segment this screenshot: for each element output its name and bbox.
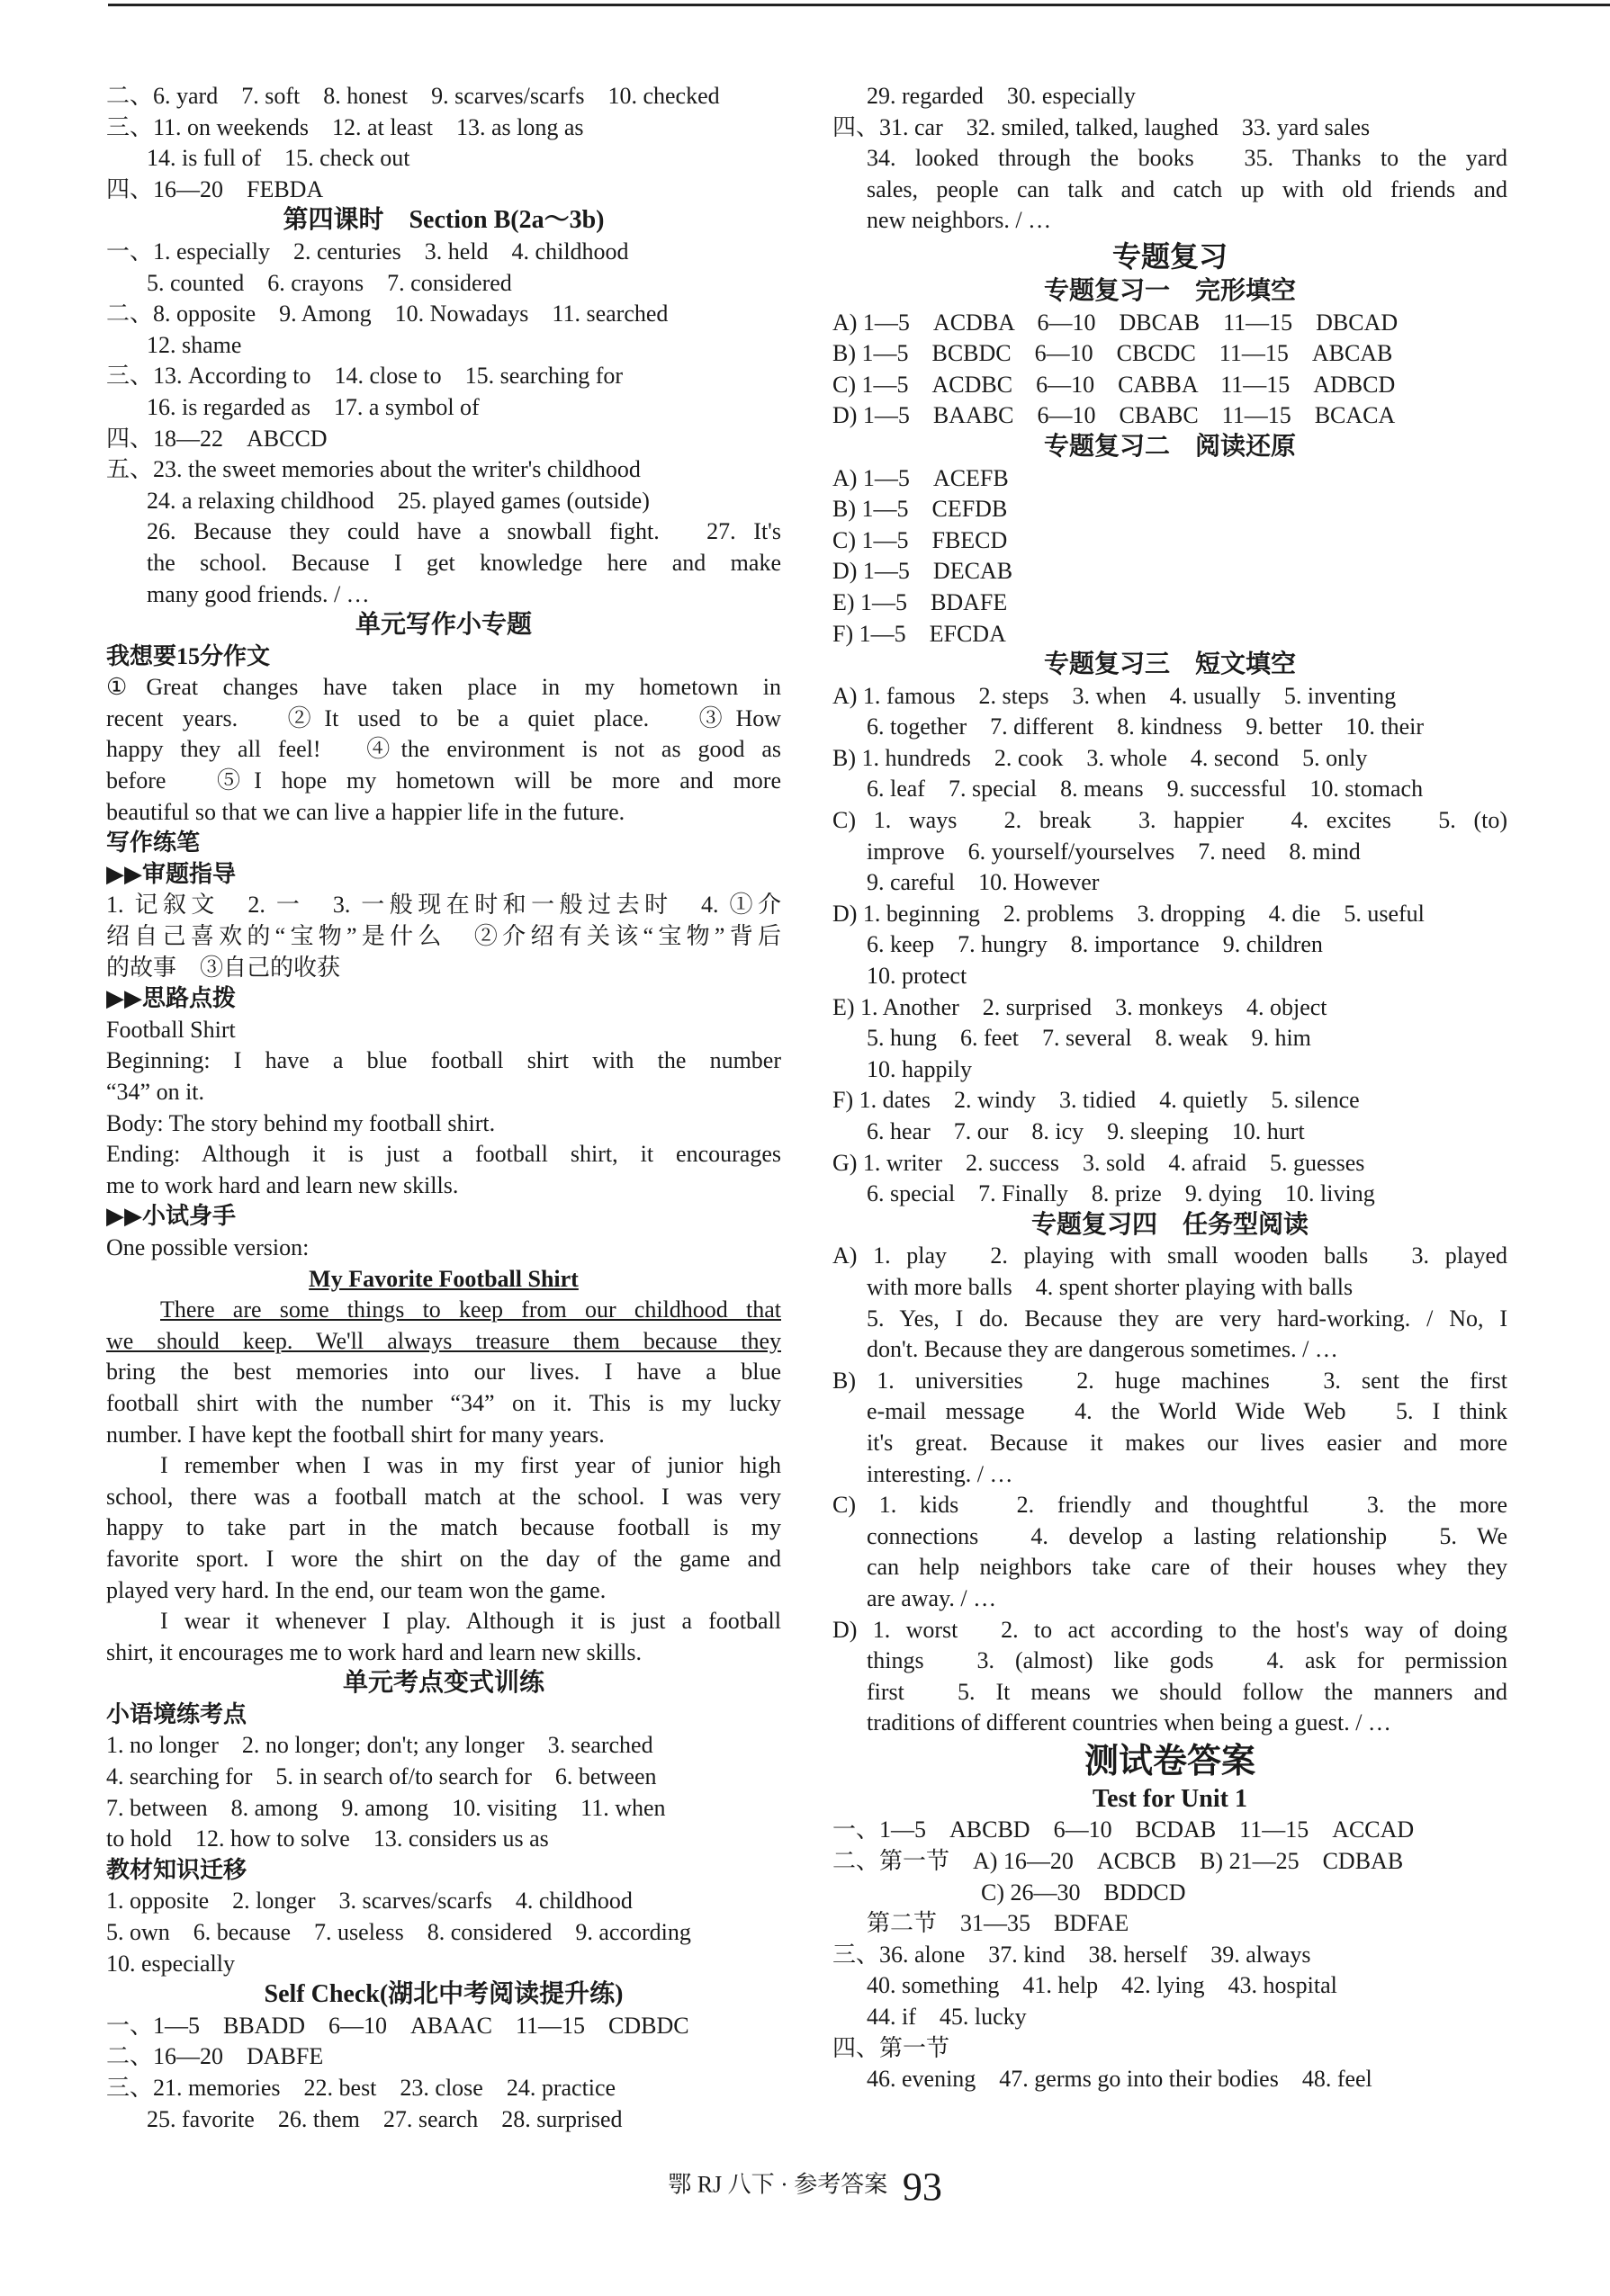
answer-line: 一、1. especially 2. centuries 3. held 4. childhood [106,238,629,265]
essay-line: shirt, it encourages me to work hard and learn new skills. [106,1638,642,1665]
answer-line: 1. 记叙文 2. 一 3. 一般现在时和一般过去时 4. ①介 [106,892,781,919]
answer-line: 四、第一节 [832,2034,950,2061]
essay-line: I wear it whenever I play. Although it is just a football [160,1608,781,1635]
answer-line: beautiful so that we can live a happier life in the future. [106,798,625,825]
answer-line: 二、6. yard 7. soft 8. honest 9. scarves/scarfs 10. checked [106,83,720,109]
answer-line: are away. / … [867,1584,997,1611]
essay-line: There are some things to keep from our childhood that [160,1296,781,1323]
section-heading: 测试卷答案 [1084,1742,1255,1780]
answer-line: 二、第一节 A) 16—20 ACBCB B) 21—25 CDBAB [832,1848,1404,1875]
answer-line: new neighbors. / … [867,207,1052,234]
answer-line: with more balls 4. spent shorter playing with balls [867,1273,1354,1300]
answer-line: Body: The story behind my football shirt. [106,1109,496,1136]
answer-line: One possible version: [106,1233,310,1260]
answer-line: 7. between 8. among 9. among 10. visiting 11. when [106,1794,666,1821]
answer-line: C) 1. kids 2. friendly and thoughtful 3. the more [832,1492,1507,1519]
section-heading: Test for Unit 1 [1093,1784,1247,1813]
top-rule [108,4,1610,6]
answer-line: 5. hung 6. feet 7. several 8. weak 9. him [867,1025,1311,1052]
answer-line: interesting. / … [867,1460,1013,1487]
answer-line: 29. regarded 30. especially [867,83,1136,109]
answer-line: happy they all feel! ④the environment is not as good as [106,736,781,763]
answer-line: 第二节 31—35 BDFAE [867,1910,1129,1937]
subsection-heading: 教材知识迁移 [106,1856,247,1883]
answer-line: 25. favorite 26. them 27. search 28. surprised [147,2105,623,2132]
answer-line: A) 1. famous 2. steps 3. when 4. usually 5. inventing [832,682,1397,709]
answer-line: Ending: Although it is just a football shirt, it encourages [106,1141,781,1168]
answer-line: “34” on it. [106,1079,205,1105]
answer-line: C) 1—5 ACDBC 6—10 CABBA 11—15 ADBCD [832,371,1396,398]
subsection-heading: 我想要15分作文 [106,642,271,669]
answer-line: 三、11. on weekends 12. at least 13. as long as [106,113,584,140]
answer-line: B) 1. universities 2. huge machines 3. sent the first [832,1367,1507,1394]
right-column [832,81,1507,2095]
answer-line: improve 6. yourself/yourselves 7. need 8. mind [867,838,1361,865]
answer-line: 6. leaf 7. special 8. means 9. successful 10. stomach [867,776,1424,803]
answer-line: 三、36. alone 37. kind 38. herself 39. always [832,1941,1311,1968]
answer-line: F) 1. dates 2. windy 3. tidied 4. quietly 5. silence [832,1087,1360,1114]
answer-line: B) 1—5 CEFDB [832,496,1008,523]
answer-line: 12. shame [147,331,242,358]
answer-line: don't. Because they are dangerous sometimes. / … [867,1336,1338,1363]
answer-line: A) 1—5 ACEFB [832,464,1009,491]
answer-line: 绍自己喜欢的“宝物”是什么 ②介绍有关该“宝物”背后 [106,923,781,950]
answer-line: D) 1. beginning 2. problems 3. dropping 4. die 5. useful [832,900,1425,927]
answer-line: first 5. It means we should follow the manners and [867,1678,1507,1705]
answer-line: 五、23. the sweet memories about the writer's childhood [106,456,641,483]
section-heading: 第四课时 Section B(2a～3b) [283,206,605,235]
section-heading: 专题复习二 阅读还原 [1043,432,1296,461]
essay-title [106,1264,781,1296]
answer-line: 24. a relaxing childhood 25. played games (outside) [147,487,650,514]
answer-line: 四、18—22 ABCCD [106,425,328,452]
answer-line: 6. keep 7. hungry 8. importance 9. children [867,931,1323,958]
answer-line: G) 1. writer 2. success 3. sold 4. afraid 5. guesses [832,1149,1365,1176]
section-heading: 单元考点变式训练 [342,1669,544,1698]
answer-line: 4. searching for 5. in search of/to search for 6. between [106,1763,657,1790]
answer-line: 34. looked through the books 35. Thanks to the yard [867,145,1507,172]
answer-line: 四、31. car 32. smiled, talked, laughed 33. yard sales [832,113,1371,140]
section-heading: 专题复习一 完形填空 [1043,276,1296,305]
answer-line: traditions of different countries when being a guest. / … [867,1709,1391,1736]
answer-line: 26. Because they could have a snowball fight. 27. It's [147,518,781,545]
answer-line: connections 4. develop a lasting relationship 5. We [867,1522,1507,1549]
essay-line: bring the best memories into our lives. I have a blue [106,1359,781,1386]
essay-title-text: My Favorite Football Shirt [309,1265,579,1292]
answer-line: 10. happily [867,1055,972,1082]
essay-line: I remember when I was in my first year of junior high [160,1452,781,1479]
answer-line: C) 1. ways 2. break 3. happier 4. excites 5. (to) [832,807,1507,834]
subsection-heading: ▶▶思路点拨 [106,985,236,1012]
answer-line: D) 1—5 BAABC 6—10 CBABC 11—15 BCACA [832,402,1396,429]
answer-line: B) 1. hundreds 2. cook 3. whole 4. second 5. only [832,744,1368,771]
essay-line: football shirt with the number “34” on it. This is my lucky [106,1389,781,1416]
answer-line: 6. special 7. Finally 8. prize 9. dying 10. living [867,1180,1375,1207]
answer-line: recent years. ②It used to be a quiet place. ③How [106,704,781,731]
answer-line: many good friends. / … [147,580,370,607]
left-column [106,81,781,2135]
answer-line: 二、16—20 DABFE [106,2043,324,2070]
subsection-heading: ▶▶小试身手 [106,1203,236,1230]
essay-line: school, there was a football match at the school. I was very [106,1483,781,1510]
answer-line: C) 1—5 FBECD [832,526,1008,553]
page-footer [0,2164,1610,2210]
section-heading: 专题复习四 任务型阅读 [1030,1210,1309,1239]
answer-line: things 3. (almost) like gods 4. ask for permission [867,1647,1507,1674]
answer-line: 46. evening 47. germs go into their bodies 48. feel [867,2066,1372,2093]
section-heading: 专题复习 [1111,239,1228,273]
answer-line: 9. careful 10. However [867,869,1100,896]
answer-line: E) 1—5 BDAFE [832,588,1008,615]
section-heading: Self Check(湖北中考阅读提升练) [264,1980,624,2009]
answer-line: 16. is regarded as 17. a symbol of [147,393,480,420]
answer-line: A) 1—5 ACDBA 6—10 DBCAB 11—15 DBCAD [832,309,1399,336]
answer-line: ①Great changes have taken place in my hometown in [106,674,781,701]
answer-line: 1. opposite 2. longer 3. scarves/scarfs 4. childhood [106,1888,633,1915]
answer-line: E) 1. Another 2. surprised 3. monkeys 4. object [832,993,1327,1020]
essay-line: played very hard. In the end, our team won the game. [106,1576,607,1603]
answer-line: me to work hard and learn new skills. [106,1171,459,1198]
answer-line: 的故事 ③自己的收获 [106,954,341,981]
answer-line: 6. hear 7. our 8. icy 9. sleeping 10. hurt [867,1118,1305,1144]
answer-line: sales, people can talk and catch up with old friends and [867,175,1507,202]
answer-line: 四、16—20 FEBDA [106,175,324,202]
answer-line: B) 1—5 BCBDC 6—10 CBCDC 11—15 ABCAB [832,340,1393,367]
answer-line: 14. is full of 15. check out [147,145,410,172]
answer-line: 一、1—5 BBADD 6—10 ABAAC 11—15 CDBDC [106,2012,689,2039]
answer-line: 三、21. memories 22. best 23. close 24. practice [106,2075,616,2101]
subsection-heading: ▶▶审题指导 [106,860,236,887]
answer-line: the school. Because I get knowledge here and make [147,549,781,576]
answer-line: C) 26—30 BDDCD [981,1879,1186,1906]
answer-line: e-mail message 4. the World Wide Web 5. I think [867,1398,1507,1425]
subsection-heading: 写作练笔 [106,830,201,857]
essay-line: happy to take part in the match because football is my [106,1514,781,1541]
answer-line: to hold 12. how to solve 13. considers us as [106,1825,549,1852]
answer-line: can help neighbors take care of their houses whey they [867,1554,1507,1581]
answer-line: before ⑤I hope my hometown will be more and more [106,767,781,794]
answer-line: D) 1. worst 2. to act according to the host's way of doing [832,1616,1507,1643]
essay-line: number. I have kept the football shirt for many years. [106,1421,605,1448]
answer-line: 二、8. opposite 9. Among 10. Nowadays 11. searched [106,300,669,327]
answer-line: 44. if 45. lucky [867,2004,1027,2031]
answer-line: A) 1. play 2. playing with small wooden balls 3. played [832,1242,1507,1269]
section-heading: 单元写作小专题 [355,611,532,640]
answer-line: D) 1—5 DECAB [832,558,1013,585]
essay-line: favorite sport. I wore the shirt on the day of the game and [106,1545,781,1572]
answer-line: F) 1—5 EFCDA [832,620,1006,647]
subsection-heading: 小语境练考点 [106,1700,247,1727]
footer-label: 鄂 RJ 八下 · 参考答案 [668,2171,888,2198]
section-heading: 专题复习三 短文填空 [1043,650,1296,679]
answer-line: 10. especially [106,1950,235,1977]
answer-line: 5. own 6. because 7. useless 8. considered 9. according [106,1919,691,1946]
answer-line: 1. no longer 2. no longer; don't; any longer 3. searched [106,1732,653,1759]
answer-line: 一、1—5 ABCBD 6—10 BCDAB 11—15 ACCAD [832,1816,1415,1843]
essay-line: we should keep. We'll always treasure them because they [106,1327,781,1354]
answer-line: 5. counted 6. crayons 7. considered [147,269,512,296]
answer-line: 三、13. According to 14. close to 15. searching for [106,363,624,390]
answer-line: 10. protect [867,963,967,990]
answer-line: 6. together 7. different 8. kindness 9. better 10. their [867,713,1425,740]
answer-line: 40. something 41. help 42. lying 43. hospital [867,1972,1337,1999]
answer-line: it's great. Because it makes our lives easier and more [867,1429,1507,1456]
answer-line: Beginning: I have a blue football shirt with the number [106,1047,781,1074]
answer-line: Football Shirt [106,1016,236,1043]
page-number: 93 [902,2165,942,2209]
answer-line: 5. Yes, I do. Because they are very hard-working. / No, I [867,1305,1507,1332]
